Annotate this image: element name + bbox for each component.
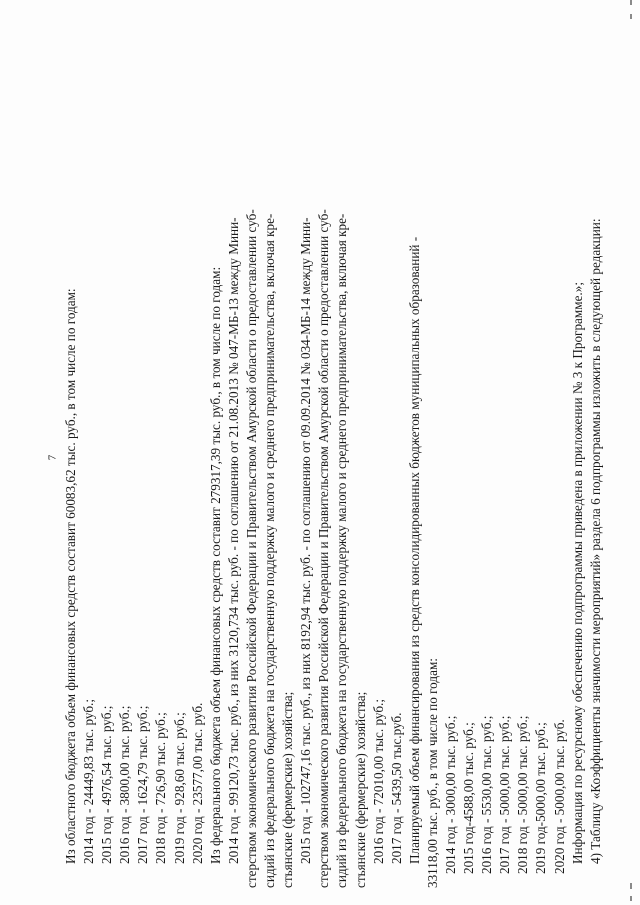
page-number: 7 (46, 454, 59, 461)
document-text-line: 2020 год - 5000,00 тыс. руб. (551, 719, 567, 874)
document-text-line: 4) Таблицу «Коэффициенты значимости мероприятий» раздела 6 подпрограммы изложить в следующей редакции: (587, 218, 603, 864)
scan-edge-mark (630, 896, 632, 901)
document-text-line: Из федерального бюджета объем финансовых средств составит 279317,39 тыс. руб., в том числе по годам: (207, 266, 223, 864)
document-text-block (62, 16, 605, 888)
document-text-line: 2017 год - 5000,00 тыс. руб.; (497, 715, 513, 874)
document-text-line: 2016 год - 72010,00 тыс. руб.; (370, 699, 386, 864)
document-text-line: стерством экономического развития Российской Федерации и Правительством Амурской области о предоставлении суб- (243, 209, 259, 888)
document-text-line: сидий из федерального бюджета на государственную поддержку малого и среднего предпринимательства, включая кре- (334, 213, 350, 888)
document-text-line: сидий из федерального бюджета на государственную поддержку малого и среднего предпринимательства, включая кре- (262, 213, 278, 888)
document-text-line: 2014 год - 99120,73 тыс. руб., из них 3120,734 тыс. руб. - по соглашению от 21.08.2013 № 047-МБ-13 между Мини- (225, 217, 241, 864)
document-text-line: 2015 год-4588,00 тыс. руб.; (461, 722, 477, 874)
document-text-line: 2016 год - 3800,00 тыс. руб.; (117, 705, 133, 864)
document-text-line: 2017 год - 5439,50 тыс.руб. (388, 712, 404, 864)
document-text-line: 2018 год - 5000,00 тыс. руб.; (515, 715, 531, 874)
document-text-line: стьянские (фермерские) хозяйства; (352, 691, 368, 888)
scan-edge-mark (630, 0, 632, 5)
document-text-line: 2017 год - 1624,79 тыс. руб.; (135, 705, 151, 864)
document-text-line: 2014 год - 3000,00 тыс. руб.; (442, 715, 458, 874)
document-text-line: Из областного бюджета объем финансовых средств составит 60083,62 тыс. руб., в том числе по годам: (63, 288, 78, 864)
document-text-line: 2019 год-5000,00 тыс. руб.; (533, 722, 549, 874)
document-text-line: 2016 год - 5530,00 тыс. руб.; (479, 715, 495, 874)
document-text-line: стерством экономического развития Российской Федерации и Правительством Амурской области о предоставлении суб- (316, 209, 332, 888)
scan-edge-mark (630, 14, 632, 19)
document-text-line: 2015 год - 4976,54 тыс. руб.; (99, 705, 115, 864)
document-text-line: Планируемый объем финансирования из средств консолидированных бюджетов муниципальных образований - (406, 236, 422, 864)
document-text-line: 33118,00 тыс. руб., в том числе по годам: (424, 658, 440, 888)
document-text-line: Информация по ресурсному обеспечению подпрограммы приведена в приложении № 3 к Программе.»; (569, 282, 585, 864)
document-text-line: 2018 год - 726,90 тыс. руб.; (153, 712, 169, 864)
document-text-line: 2019 год - 928,60 тыс. руб.; (171, 712, 187, 864)
document-text-line: 2015 год - 102747,16 тыс. руб., из них 8192,94 тыс. руб. - по соглашению от 09.09.2014 № 034-МБ-14 между Мини- (298, 217, 314, 864)
document-text-line: 2014 год - 24449,83 тыс. руб.; (81, 699, 97, 864)
scan-edge-mark (630, 883, 632, 889)
document-text-line: 2020 год - 23577,00 тыс. руб. (189, 702, 205, 864)
document-text-line: стьянские (фермерские) хозяйства; (280, 691, 296, 888)
